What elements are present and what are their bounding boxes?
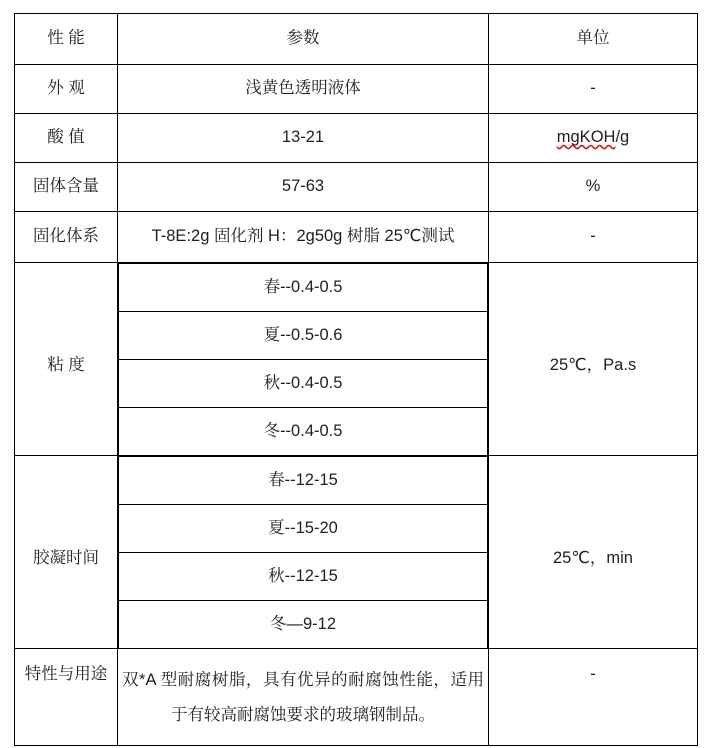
header-label-property: 性 能: [47, 29, 85, 48]
unit-value: 25℃，Pa.s: [549, 356, 637, 375]
parameter-value: 13-21: [281, 128, 325, 147]
gel-time-value-autumn: 秋--12-15: [119, 553, 488, 601]
header-label-parameter: 参数: [286, 29, 320, 48]
parameter-value: 57-63: [281, 177, 325, 196]
unit-value: -: [590, 227, 596, 246]
property-cell-curing-system: [15, 212, 118, 263]
viscosity-sub-row-summer: [119, 312, 488, 360]
gel-time-sub-row-winter: [119, 601, 488, 649]
gel-time-value-summer: 夏--15-20: [119, 505, 488, 553]
unit-value: [489, 114, 697, 162]
unit-value: -: [590, 665, 596, 683]
parameter-cell-features: [118, 649, 489, 746]
property-label: 酸 值: [47, 128, 85, 147]
property-label: 胶凝时间: [33, 549, 99, 568]
property-label: 外 观: [47, 79, 85, 98]
property-cell-appearance: [15, 65, 118, 114]
parameter-cell-gel-time: [118, 456, 489, 649]
parameter-cell-acid-value: [118, 114, 489, 163]
table-row: [15, 163, 698, 212]
gel-time-subtable: [118, 456, 488, 648]
table-row-features: [15, 649, 698, 746]
viscosity-value-autumn: 秋--0.4-0.5: [119, 360, 488, 408]
property-label: 特性与用途: [24, 665, 108, 683]
parameter-value: T-8E:2g 固化剂 H：2g50g 树脂 25℃测试: [151, 227, 455, 246]
unit-cell-features: [489, 649, 698, 746]
gel-time-value-winter: 冬—9-12: [119, 601, 488, 649]
unit-value: -: [590, 79, 596, 98]
parameter-cell-curing-system: [118, 212, 489, 263]
gel-time-sub-row-autumn: [119, 553, 488, 601]
parameter-value: 浅黄色透明液体: [245, 79, 361, 98]
property-cell-gel-time: [15, 456, 118, 649]
unit-cell-solid-content: [489, 163, 698, 212]
parameter-cell-solid-content: [118, 163, 489, 212]
table-row: [15, 212, 698, 263]
parameter-cell-appearance: [118, 65, 489, 114]
unit-suffix: /g: [615, 128, 630, 147]
header-cell-property: [15, 14, 118, 65]
property-cell-solid-content: [15, 163, 118, 212]
table-header-row: [15, 14, 698, 65]
unit-cell-appearance: [489, 65, 698, 114]
property-cell-viscosity: [15, 263, 118, 456]
gel-time-sub-row-summer: [119, 505, 488, 553]
header-cell-parameter: [118, 14, 489, 65]
gel-time-value-spring: 春--12-15: [119, 457, 488, 505]
header-label-unit: 单位: [576, 29, 610, 48]
table-row-viscosity: [15, 263, 698, 456]
property-label: 粘 度: [47, 356, 85, 375]
property-cell-features: [15, 649, 118, 746]
viscosity-sub-row-autumn: [119, 360, 488, 408]
unit-cell-gel-time: [489, 456, 698, 649]
unit-cell-acid-value: [489, 114, 698, 163]
viscosity-subtable: [118, 263, 488, 455]
property-label: 固体含量: [33, 177, 99, 196]
unit-value: 25℃，min: [553, 549, 633, 568]
viscosity-value-winter: 冬--0.4-0.5: [119, 408, 488, 456]
property-cell-acid-value: [15, 114, 118, 163]
unit-cell-viscosity: [489, 263, 698, 456]
viscosity-value-summer: 夏--0.5-0.6: [119, 312, 488, 360]
viscosity-sub-row-winter: [119, 408, 488, 456]
unit-cell-curing-system: [489, 212, 698, 263]
spellcheck-underlined-text: mgKOH: [556, 128, 616, 147]
viscosity-value-spring: 春--0.4-0.5: [119, 264, 488, 312]
unit-value: %: [585, 177, 601, 196]
table-row-gel-time: [15, 456, 698, 649]
gel-time-sub-row-spring: [119, 457, 488, 505]
table-row: [15, 114, 698, 163]
header-cell-unit: [489, 14, 698, 65]
parameter-cell-viscosity: [118, 263, 489, 456]
specification-table: [14, 13, 698, 746]
features-description: 双*A 型耐腐树脂，具有优异的耐腐蚀性能，适用于有较高耐腐蚀要求的玻璃钢制品。: [122, 671, 484, 724]
table-row: [15, 65, 698, 114]
viscosity-sub-row-spring: [119, 264, 488, 312]
property-label: 固化体系: [33, 227, 99, 246]
